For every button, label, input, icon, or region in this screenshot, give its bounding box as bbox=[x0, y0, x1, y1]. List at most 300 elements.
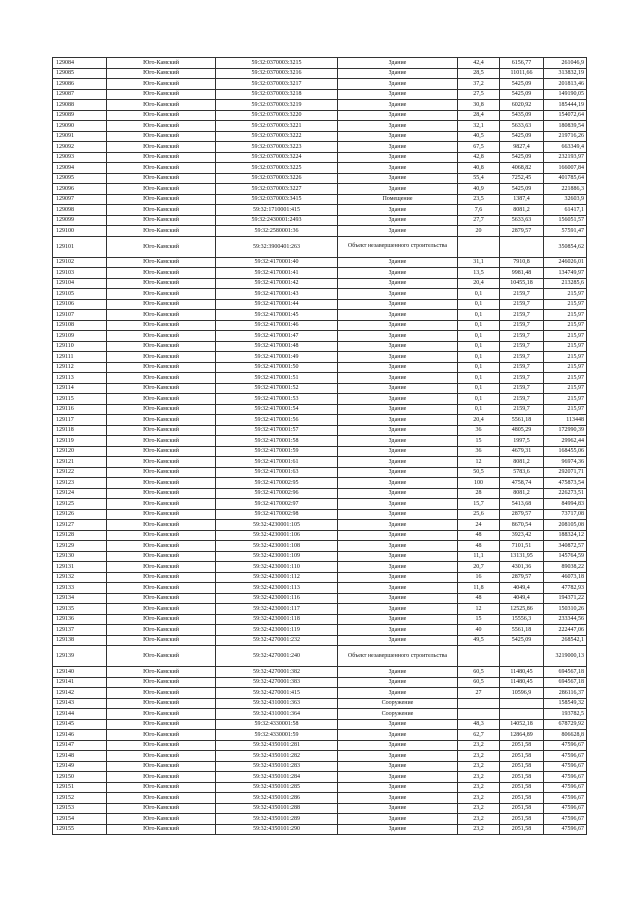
cell-record-number: 129149 bbox=[53, 761, 107, 772]
cell-area: 20,4 bbox=[458, 415, 500, 426]
cell-specific-value: 12525,86 bbox=[500, 604, 544, 615]
cell-record-number: 129129 bbox=[53, 541, 107, 552]
cell-district-name: Юго-Камский bbox=[107, 415, 216, 426]
cell-record-number: 129152 bbox=[53, 793, 107, 804]
cell-specific-value: 8670,54 bbox=[500, 520, 544, 531]
table-row bbox=[53, 530, 587, 541]
cell-object-type: Здание bbox=[338, 268, 458, 279]
cell-cadastral-number: 59:32:4170001:54 bbox=[216, 404, 338, 415]
cell-record-number: 129155 bbox=[53, 824, 107, 835]
cell-object-type: Здание bbox=[338, 740, 458, 751]
cell-area: 23,2 bbox=[458, 772, 500, 783]
table-row bbox=[53, 541, 587, 552]
cell-cadastral-number: 59:32:4170002:96 bbox=[216, 488, 338, 499]
table-row bbox=[53, 499, 587, 510]
cell-area: 100 bbox=[458, 478, 500, 489]
cell-district-name: Юго-Камский bbox=[107, 446, 216, 457]
cell-area: 48 bbox=[458, 530, 500, 541]
cell-area: 27,7 bbox=[458, 215, 500, 226]
cell-area: 60,5 bbox=[458, 667, 500, 678]
cell-cadastral-value: 268542,1 bbox=[544, 635, 587, 646]
cell-object-type: Здание bbox=[338, 100, 458, 111]
cell-area: 62,7 bbox=[458, 730, 500, 741]
cell-record-number: 129090 bbox=[53, 121, 107, 132]
cell-district-name: Юго-Камский bbox=[107, 257, 216, 268]
cell-record-number: 129151 bbox=[53, 782, 107, 793]
cell-specific-value: 11480,45 bbox=[500, 677, 544, 688]
table-row bbox=[53, 278, 587, 289]
cell-record-number: 129130 bbox=[53, 551, 107, 562]
cell-area: 0,1 bbox=[458, 320, 500, 331]
cell-cadastral-number: 59:32:0370003:3227 bbox=[216, 184, 338, 195]
cell-cadastral-value: 166007,84 bbox=[544, 163, 587, 174]
cell-area: 0,1 bbox=[458, 394, 500, 405]
table-row bbox=[53, 446, 587, 457]
cell-cadastral-value: 149190,05 bbox=[544, 89, 587, 100]
cell-cadastral-number: 59:32:4170001:45 bbox=[216, 310, 338, 321]
cell-object-type: Здание bbox=[338, 467, 458, 478]
cell-specific-value: 3923,42 bbox=[500, 530, 544, 541]
cell-object-type: Здание bbox=[338, 257, 458, 268]
cell-area: 49,5 bbox=[458, 635, 500, 646]
cell-cadastral-number: 59:32:4170001:56 bbox=[216, 415, 338, 426]
cell-specific-value: 2159,7 bbox=[500, 383, 544, 394]
table-row bbox=[53, 373, 587, 384]
cell-cadastral-value: 475873,54 bbox=[544, 478, 587, 489]
cell-district-name: Юго-Камский bbox=[107, 236, 216, 257]
cell-area: 28,4 bbox=[458, 110, 500, 121]
cell-area: 28,5 bbox=[458, 68, 500, 79]
cell-cadastral-value: 96974,36 bbox=[544, 457, 587, 468]
table-row bbox=[53, 740, 587, 751]
cell-object-type: Здание bbox=[338, 604, 458, 615]
cell-record-number: 129139 bbox=[53, 646, 107, 667]
table-row bbox=[53, 677, 587, 688]
cell-record-number: 129114 bbox=[53, 383, 107, 394]
cell-specific-value: 2159,7 bbox=[500, 299, 544, 310]
cell-record-number: 129084 bbox=[53, 58, 107, 69]
cell-area: 50,5 bbox=[458, 467, 500, 478]
cell-specific-value: 5413,68 bbox=[500, 499, 544, 510]
cell-district-name: Юго-Камский bbox=[107, 814, 216, 825]
table-row bbox=[53, 520, 587, 531]
cell-area: 0,1 bbox=[458, 404, 500, 415]
cell-object-type: Здание bbox=[338, 331, 458, 342]
cell-record-number: 129095 bbox=[53, 173, 107, 184]
cell-specific-value: 2159,7 bbox=[500, 394, 544, 405]
cell-record-number: 129143 bbox=[53, 698, 107, 709]
table-row bbox=[53, 824, 587, 835]
cell-cadastral-number: 59:32:4170001:63 bbox=[216, 467, 338, 478]
cell-cadastral-value: 134749,97 bbox=[544, 268, 587, 279]
cell-cadastral-value: 215,97 bbox=[544, 383, 587, 394]
table-row bbox=[53, 761, 587, 772]
cell-cadastral-value: 232193,97 bbox=[544, 152, 587, 163]
cell-area: 0,1 bbox=[458, 383, 500, 394]
cell-cadastral-value: 215,97 bbox=[544, 404, 587, 415]
cell-area: 0,1 bbox=[458, 331, 500, 342]
cell-object-type: Здание bbox=[338, 226, 458, 237]
cell-district-name: Юго-Камский bbox=[107, 184, 216, 195]
cell-record-number: 129116 bbox=[53, 404, 107, 415]
cell-cadastral-value: 47596,67 bbox=[544, 761, 587, 772]
cell-district-name: Юго-Камский bbox=[107, 625, 216, 636]
cell-cadastral-value: 694567,18 bbox=[544, 677, 587, 688]
cell-cadastral-number: 59:32:4170001:41 bbox=[216, 268, 338, 279]
cell-district-name: Юго-Камский bbox=[107, 110, 216, 121]
cell-specific-value: 2159,7 bbox=[500, 404, 544, 415]
cell-district-name: Юго-Камский bbox=[107, 278, 216, 289]
table-row bbox=[53, 415, 587, 426]
table-row bbox=[53, 383, 587, 394]
cell-cadastral-number: 59:32:4350101:283 bbox=[216, 761, 338, 772]
cell-cadastral-value: 47596,67 bbox=[544, 793, 587, 804]
cell-specific-value: 2051,58 bbox=[500, 751, 544, 762]
cell-object-type: Здание bbox=[338, 205, 458, 216]
cell-specific-value: 5425,09 bbox=[500, 131, 544, 142]
cell-object-type: Здание bbox=[338, 509, 458, 520]
cell-cadastral-value: 213285,6 bbox=[544, 278, 587, 289]
cell-object-type: Здание bbox=[338, 341, 458, 352]
cell-object-type: Здание bbox=[338, 415, 458, 426]
cell-cadastral-value: 154072,64 bbox=[544, 110, 587, 121]
cell-object-type: Здание bbox=[338, 593, 458, 604]
cell-record-number: 129131 bbox=[53, 562, 107, 573]
table-row bbox=[53, 562, 587, 573]
cell-cadastral-number: 59:32:4330001:58 bbox=[216, 719, 338, 730]
cell-object-type: Здание bbox=[338, 131, 458, 142]
cell-specific-value: 2879,57 bbox=[500, 572, 544, 583]
table-row bbox=[53, 803, 587, 814]
cell-object-type: Здание bbox=[338, 110, 458, 121]
cell-cadastral-value: 150310,26 bbox=[544, 604, 587, 615]
cell-object-type: Здание bbox=[338, 803, 458, 814]
cell-object-type: Здание bbox=[338, 320, 458, 331]
table-row bbox=[53, 68, 587, 79]
cell-area: 11,1 bbox=[458, 551, 500, 562]
cell-cadastral-number: 59:32:0370003:3216 bbox=[216, 68, 338, 79]
cell-record-number: 129106 bbox=[53, 299, 107, 310]
cell-object-type: Здание bbox=[338, 562, 458, 573]
cell-district-name: Юго-Камский bbox=[107, 394, 216, 405]
table-row bbox=[53, 352, 587, 363]
cell-cadastral-number: 59:32:1710001:415 bbox=[216, 205, 338, 216]
cell-area: 23,2 bbox=[458, 793, 500, 804]
cell-object-type: Здание bbox=[338, 373, 458, 384]
cell-record-number: 129101 bbox=[53, 236, 107, 257]
table-row bbox=[53, 814, 587, 825]
cell-district-name: Юго-Камский bbox=[107, 457, 216, 468]
cell-record-number: 129100 bbox=[53, 226, 107, 237]
cell-object-type: Здание bbox=[338, 688, 458, 699]
cell-area: 23,2 bbox=[458, 740, 500, 751]
cell-cadastral-number: 59:32:4270001:383 bbox=[216, 677, 338, 688]
table-row bbox=[53, 100, 587, 111]
cell-district-name: Юго-Камский bbox=[107, 215, 216, 226]
cell-record-number: 129136 bbox=[53, 614, 107, 625]
cell-cadastral-number: 59:32:4350101:289 bbox=[216, 814, 338, 825]
cell-cadastral-number: 59:32:4170001:43 bbox=[216, 289, 338, 300]
table-row bbox=[53, 205, 587, 216]
cell-area: 40,5 bbox=[458, 131, 500, 142]
cell-cadastral-value: 313832,19 bbox=[544, 68, 587, 79]
cell-cadastral-value: 47596,67 bbox=[544, 740, 587, 751]
cell-area: 23,2 bbox=[458, 814, 500, 825]
cell-cadastral-value: 215,97 bbox=[544, 289, 587, 300]
cell-cadastral-number: 59:32:0370003:3215 bbox=[216, 58, 338, 69]
table-row bbox=[53, 215, 587, 226]
cell-specific-value: 2879,57 bbox=[500, 226, 544, 237]
cell-cadastral-number: 59:32:4350101:286 bbox=[216, 793, 338, 804]
cell-record-number: 129108 bbox=[53, 320, 107, 331]
cell-cadastral-number: 59:32:0370003:3223 bbox=[216, 142, 338, 153]
cell-cadastral-number: 59:32:4170001:49 bbox=[216, 352, 338, 363]
cell-district-name: Юго-Камский bbox=[107, 824, 216, 835]
table-row bbox=[53, 362, 587, 373]
cell-district-name: Юго-Камский bbox=[107, 551, 216, 562]
cell-district-name: Юго-Камский bbox=[107, 58, 216, 69]
cell-record-number: 129094 bbox=[53, 163, 107, 174]
cell-object-type: Здание bbox=[338, 215, 458, 226]
cell-area: 20 bbox=[458, 226, 500, 237]
cell-cadastral-number: 59:32:4330001:59 bbox=[216, 730, 338, 741]
table-row bbox=[53, 152, 587, 163]
cell-district-name: Юго-Камский bbox=[107, 436, 216, 447]
cell-record-number: 129141 bbox=[53, 677, 107, 688]
cell-area: 0,1 bbox=[458, 289, 500, 300]
table-row bbox=[53, 236, 587, 257]
cell-area: 23,5 bbox=[458, 194, 500, 205]
cell-cadastral-value: 208105,08 bbox=[544, 520, 587, 531]
table-body bbox=[53, 58, 587, 835]
cell-specific-value: 2159,7 bbox=[500, 289, 544, 300]
cell-cadastral-number: 59:32:4170001:53 bbox=[216, 394, 338, 405]
table-row bbox=[53, 89, 587, 100]
cell-cadastral-number: 59:32:4270001:382 bbox=[216, 667, 338, 678]
cell-cadastral-number: 59:32:4170001:58 bbox=[216, 436, 338, 447]
cell-specific-value: 7101,51 bbox=[500, 541, 544, 552]
cell-area: 12 bbox=[458, 457, 500, 468]
cell-record-number: 129124 bbox=[53, 488, 107, 499]
table-row bbox=[53, 709, 587, 720]
cell-record-number: 129126 bbox=[53, 509, 107, 520]
cell-cadastral-value: 350854,62 bbox=[544, 236, 587, 257]
table-row bbox=[53, 572, 587, 583]
cell-cadastral-number: 59:32:4170002:97 bbox=[216, 499, 338, 510]
cell-record-number: 129153 bbox=[53, 803, 107, 814]
cell-object-type: Здание bbox=[338, 530, 458, 541]
cell-district-name: Юго-Камский bbox=[107, 478, 216, 489]
cell-area: 60,5 bbox=[458, 677, 500, 688]
cell-record-number: 129103 bbox=[53, 268, 107, 279]
cell-district-name: Юго-Камский bbox=[107, 362, 216, 373]
cell-district-name: Юго-Камский bbox=[107, 320, 216, 331]
cell-object-type: Здание bbox=[338, 184, 458, 195]
cell-district-name: Юго-Камский bbox=[107, 761, 216, 772]
table-row bbox=[53, 194, 587, 205]
cell-object-type: Здание bbox=[338, 614, 458, 625]
table-row bbox=[53, 110, 587, 121]
table-row bbox=[53, 131, 587, 142]
cell-district-name: Юго-Камский bbox=[107, 352, 216, 363]
cell-cadastral-value: 47596,67 bbox=[544, 751, 587, 762]
cell-cadastral-value: 158549,32 bbox=[544, 698, 587, 709]
cell-cadastral-value: 145764,59 bbox=[544, 551, 587, 562]
cell-object-type: Здание bbox=[338, 68, 458, 79]
cell-record-number: 129121 bbox=[53, 457, 107, 468]
cell-cadastral-number: 59:32:0370003:3220 bbox=[216, 110, 338, 121]
cell-cadastral-value: 47596,67 bbox=[544, 803, 587, 814]
cell-specific-value: 2051,58 bbox=[500, 814, 544, 825]
cell-cadastral-number: 59:32:4310001:363 bbox=[216, 698, 338, 709]
cell-cadastral-value: 172990,39 bbox=[544, 425, 587, 436]
cell-cadastral-number: 59:32:4170001:57 bbox=[216, 425, 338, 436]
cell-record-number: 129122 bbox=[53, 467, 107, 478]
cadastral-table-page bbox=[52, 57, 586, 835]
cell-cadastral-value: 194371,22 bbox=[544, 593, 587, 604]
cell-cadastral-value: 663349,4 bbox=[544, 142, 587, 153]
cell-area: 48 bbox=[458, 593, 500, 604]
cell-district-name: Юго-Камский bbox=[107, 425, 216, 436]
cell-specific-value: 4049,4 bbox=[500, 583, 544, 594]
cell-record-number: 129120 bbox=[53, 446, 107, 457]
cell-record-number: 129145 bbox=[53, 719, 107, 730]
cell-cadastral-number: 59:32:0370003:3219 bbox=[216, 100, 338, 111]
cell-district-name: Юго-Камский bbox=[107, 688, 216, 699]
cell-object-type: Здание bbox=[338, 677, 458, 688]
cell-object-type: Здание bbox=[338, 761, 458, 772]
cell-cadastral-number: 59:32:4230001:105 bbox=[216, 520, 338, 531]
cell-cadastral-value: 32603,9 bbox=[544, 194, 587, 205]
cell-object-type: Здание bbox=[338, 121, 458, 132]
cell-cadastral-value: 233344,56 bbox=[544, 614, 587, 625]
cell-area: 24 bbox=[458, 520, 500, 531]
cell-object-type: Здание bbox=[338, 751, 458, 762]
table-row bbox=[53, 667, 587, 678]
cell-district-name: Юго-Камский bbox=[107, 572, 216, 583]
cell-area: 40,9 bbox=[458, 184, 500, 195]
cell-record-number: 129109 bbox=[53, 331, 107, 342]
cell-district-name: Юго-Камский bbox=[107, 373, 216, 384]
cell-cadastral-value: 156051,57 bbox=[544, 215, 587, 226]
cell-district-name: Юго-Камский bbox=[107, 730, 216, 741]
table-row bbox=[53, 310, 587, 321]
cell-specific-value: 2159,7 bbox=[500, 331, 544, 342]
cell-object-type: Здание bbox=[338, 425, 458, 436]
cell-object-type: Здание bbox=[338, 541, 458, 552]
cell-district-name: Юго-Камский bbox=[107, 205, 216, 216]
cell-area: 23,2 bbox=[458, 803, 500, 814]
cell-cadastral-value: 47782,93 bbox=[544, 583, 587, 594]
cell-cadastral-number: 59:32:4350101:285 bbox=[216, 782, 338, 793]
cell-district-name: Юго-Камский bbox=[107, 803, 216, 814]
table-row bbox=[53, 604, 587, 615]
cell-cadastral-number: 59:32:4270001:240 bbox=[216, 646, 338, 667]
cell-specific-value: 4301,36 bbox=[500, 562, 544, 573]
table-row bbox=[53, 394, 587, 405]
cell-record-number: 129123 bbox=[53, 478, 107, 489]
cell-cadastral-value: 188324,12 bbox=[544, 530, 587, 541]
table-row bbox=[53, 551, 587, 562]
cell-area: 13,5 bbox=[458, 268, 500, 279]
cell-cadastral-number: 59:32:2580001:36 bbox=[216, 226, 338, 237]
cell-object-type: Здание bbox=[338, 488, 458, 499]
cell-cadastral-value: 47596,67 bbox=[544, 824, 587, 835]
cell-record-number: 129115 bbox=[53, 394, 107, 405]
cell-cadastral-number: 59:32:0370003:3224 bbox=[216, 152, 338, 163]
cell-cadastral-value: 340872,57 bbox=[544, 541, 587, 552]
table-row bbox=[53, 226, 587, 237]
cell-object-type: Здание bbox=[338, 173, 458, 184]
table-row bbox=[53, 58, 587, 69]
table-row bbox=[53, 331, 587, 342]
cell-area: 55,4 bbox=[458, 173, 500, 184]
cell-cadastral-value: 84994,83 bbox=[544, 499, 587, 510]
cell-object-type: Здание bbox=[338, 824, 458, 835]
cell-specific-value: 5425,09 bbox=[500, 184, 544, 195]
cell-cadastral-number: 59:32:0370003:3226 bbox=[216, 173, 338, 184]
cell-cadastral-value: 246026,01 bbox=[544, 257, 587, 268]
table-row bbox=[53, 289, 587, 300]
cell-cadastral-number: 59:32:2430001:2493 bbox=[216, 215, 338, 226]
cell-specific-value: 1997,5 bbox=[500, 436, 544, 447]
table-row bbox=[53, 646, 587, 667]
cell-specific-value: 5425,09 bbox=[500, 89, 544, 100]
cell-district-name: Юго-Камский bbox=[107, 751, 216, 762]
cell-cadastral-number: 59:32:0370003:3225 bbox=[216, 163, 338, 174]
cell-district-name: Юго-Камский bbox=[107, 383, 216, 394]
cell-record-number: 129089 bbox=[53, 110, 107, 121]
cell-cadastral-number: 59:32:4230001:109 bbox=[216, 551, 338, 562]
cell-record-number: 129117 bbox=[53, 415, 107, 426]
cell-object-type: Здание bbox=[338, 551, 458, 562]
cell-specific-value bbox=[500, 236, 544, 257]
cell-cadastral-number: 59:32:4170002:98 bbox=[216, 509, 338, 520]
cell-district-name: Юго-Камский bbox=[107, 635, 216, 646]
cell-object-type: Здание bbox=[338, 499, 458, 510]
cell-record-number: 129099 bbox=[53, 215, 107, 226]
cell-object-type: Здание bbox=[338, 163, 458, 174]
cell-specific-value: 9981,48 bbox=[500, 268, 544, 279]
cell-area: 25,6 bbox=[458, 509, 500, 520]
cell-record-number: 129085 bbox=[53, 68, 107, 79]
cell-district-name: Юго-Камский bbox=[107, 173, 216, 184]
cell-cadastral-value: 401785,64 bbox=[544, 173, 587, 184]
cell-specific-value: 7252,45 bbox=[500, 173, 544, 184]
cell-district-name: Юго-Камский bbox=[107, 68, 216, 79]
table-row bbox=[53, 793, 587, 804]
cell-specific-value bbox=[500, 646, 544, 667]
cell-area: 11,8 bbox=[458, 583, 500, 594]
cell-district-name: Юго-Камский bbox=[107, 404, 216, 415]
table-row bbox=[53, 625, 587, 636]
cell-object-type: Здание bbox=[338, 89, 458, 100]
cell-record-number: 129088 bbox=[53, 100, 107, 111]
cell-cadastral-number: 59:32:4170002:95 bbox=[216, 478, 338, 489]
cell-record-number: 129128 bbox=[53, 530, 107, 541]
cell-record-number: 129087 bbox=[53, 89, 107, 100]
cell-area: 23,2 bbox=[458, 751, 500, 762]
cell-specific-value: 6020,92 bbox=[500, 100, 544, 111]
cell-district-name: Юго-Камский bbox=[107, 530, 216, 541]
cell-area: 36 bbox=[458, 425, 500, 436]
cell-cadastral-value: 261046,9 bbox=[544, 58, 587, 69]
table-row bbox=[53, 268, 587, 279]
cell-cadastral-number: 59:32:4270001:232 bbox=[216, 635, 338, 646]
cell-record-number: 129092 bbox=[53, 142, 107, 153]
cell-cadastral-value: 226273,51 bbox=[544, 488, 587, 499]
cell-area: 42,4 bbox=[458, 58, 500, 69]
